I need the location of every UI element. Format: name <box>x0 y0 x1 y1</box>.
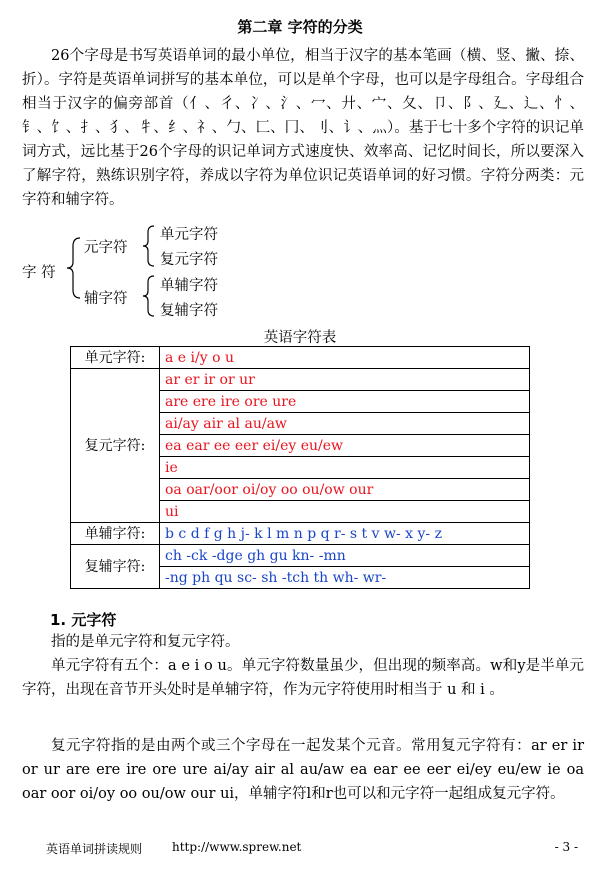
single-consonant-cell: b c d f g h j- k l m n p q r- s t v w- x y- z <box>160 523 530 545</box>
vowel-brace-icon <box>140 224 158 268</box>
table-row <box>71 523 530 545</box>
footer-page-number: - 3 - <box>554 840 578 854</box>
table-caption: 英语字符表 <box>263 330 337 346</box>
consonant-brace-icon <box>140 274 158 318</box>
footer-url[interactable]: http://www.sprew.net <box>172 840 302 854</box>
multi-vowel-cell: oa oar/oor oi/oy oo ou/ow our <box>160 479 530 501</box>
page-title: 第二章 字符的分类 <box>237 18 363 36</box>
section-paragraph: 单元字符有五个：a e i o u。单元字符数量虽少，但出现的频率高。w和y是半单元字符，出现在音节开头处时是单辅字符，作为元字符使用时相当于 u 和 i 。 <box>22 658 584 698</box>
tree-root: 字 符 <box>22 265 56 281</box>
tree-consonant-multi: 复辅字符 <box>160 303 218 319</box>
intro-paragraph: 26个字母是书写英语单词的最小单位，相当于汉字的基本笔画（横、竖、撇、捺、折）。字符是英语单词拼写的基本单位，可以是单个字母，也可以是字母组合。字母组合相当于汉字的偏旁部首（亻、彳、冫、氵、冖、廾、宀、夂、卩、阝、廴、辶、忄、钅、饣、扌、犭、牜、纟、礻、勹、匚、冂、刂、讠、灬）。基于七十多个字符的识记单词方式，远比基于26个字母的识记单词方式速度快、效率高、记忆时间长，所以要深入了解字符，熟练识别字符，养成以字符为单位识记英语单词的好习惯。字符分两类：元字符和辅字符。 <box>22 48 584 208</box>
root-brace-icon <box>64 236 84 300</box>
tree-vowel-single: 单元字符 <box>160 227 218 243</box>
single-consonant-label: 单辅字符: <box>71 523 160 545</box>
tree-consonant: 辅字符 <box>84 291 128 307</box>
tree-vowel-multi: 复元字符 <box>160 252 218 268</box>
multi-vowel-label: 复元字符: <box>71 369 160 523</box>
section-paragraph: 复元字符指的是由两个或三个字母在一起发某个元音。常用复元字符有：ar er ir or ur are ere ire ore ure ai/ay air al au/aw ea ear ee eer ei/ey eu/ew ie oa oar oor oi/oy oo ou/ow our ui，单辅字符l和r也可以和元字符一起组成复元字符。 <box>22 738 584 802</box>
multi-vowel-cell: are ere ire ore ure <box>160 391 530 413</box>
table-row <box>71 545 530 567</box>
multi-vowel-cell: ea ear ee eer ei/ey eu/ew <box>160 435 530 457</box>
multi-consonant-cell: -ng ph qu sc- sh -tch th wh- wr- <box>160 567 530 589</box>
tree-vowel: 元字符 <box>84 240 128 256</box>
section-heading: 1. 元字符 <box>50 611 117 629</box>
single-vowel-label: 单元字符: <box>71 347 160 369</box>
footer-book-title: 英语单词拼读规则 <box>46 842 143 856</box>
multi-consonant-cell: ch -ck -dge gh gu kn- -mn <box>160 545 530 567</box>
multi-vowel-cell: ui <box>160 501 530 523</box>
multi-vowel-cell: ai/ay air al au/aw <box>160 413 530 435</box>
multi-vowel-cell: ie <box>160 457 530 479</box>
section-paragraph: 指的是单元字符和复元字符。 <box>51 634 240 650</box>
tree-consonant-single: 单辅字符 <box>160 278 218 294</box>
table-row <box>71 369 530 391</box>
table-row <box>71 347 530 369</box>
multi-consonant-label: 复辅字符: <box>71 545 160 589</box>
multi-vowel-cell: ar er ir or ur <box>160 369 530 391</box>
character-table <box>70 346 530 589</box>
single-vowel-cell: a e i/y o u <box>160 347 530 369</box>
